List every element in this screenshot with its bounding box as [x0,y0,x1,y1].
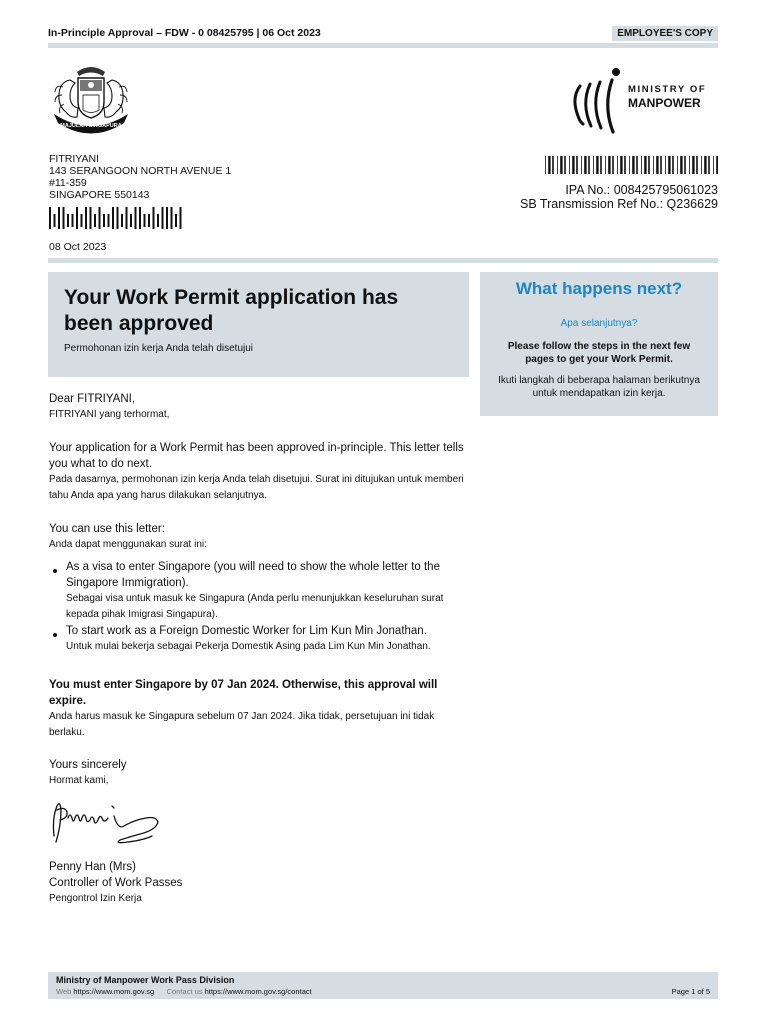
recipient-city: SINGAPORE 550143 [49,189,150,201]
signatory-block [49,859,469,907]
barcode-icon [545,156,718,174]
letter-date: 08 Oct 2023 [49,241,107,253]
intro-ms: Pada dasarnya, permohonan izin kerja Anda telah disetujui. Surat ini ditujukan untuk memberi tahu Anda apa yang harus dilakukan selanjutnya. [49,474,464,501]
singapore-crest-icon [48,64,134,136]
list-item [53,559,463,623]
footer-links [56,987,312,996]
signatory-title-ms: Pengontrol Izin Kerja [49,893,142,904]
signatory-name: Penny Han (Mrs) [49,861,136,873]
intro-en: Your application for a Work Permit has been approved in-principle. This letter tells you what to do next. [49,442,464,470]
closing-en: Yours sincerely [49,759,127,771]
next-steps-title: What happens next? [515,279,683,298]
recipient-address [49,153,231,201]
greeting-en: Dear FITRIYANI, [49,393,136,405]
page-footer [48,972,718,999]
use-heading [49,521,469,553]
signature [48,796,166,848]
sb-transmission-ref: SB Transmission Ref No.: Q236629 [519,197,718,211]
use-heading-en: You can use this letter: [49,523,165,535]
mom-logo-line1: MINISTRY OF [628,84,707,95]
crest-motto: MAJULAH SINGAPURA [60,123,122,129]
recipient-street: 143 SERANGOON NORTH AVENUE 1 [49,165,232,177]
next-steps-instruction: Please follow the steps in the next few pages to get your Work Permit. [507,341,691,365]
deadline-paragraph [49,677,469,741]
next-steps-box [480,272,718,416]
bullet-en: To start work as a Foreign Domestic Worker for Lim Kun Min Jonathan. [66,625,427,637]
deadline-ms: Anda harus masuk ke Singapura sebelum 07 Jan 2024. Jika tidak, persetujuan ini tidak berlaku. [49,711,435,738]
closing [49,757,469,789]
mom-logo-icon [570,64,718,136]
intro-paragraph [49,440,469,504]
postal-barcode-icon [49,207,183,229]
bullet-icon [53,569,57,573]
closing-ms: Hormat kami, [49,775,109,786]
bullet-icon [53,633,57,637]
bullet-ms: Untuk mulai bekerja sebagai Pekerja Domestik Asing pada Lim Kun Min Jonathan. [66,641,431,652]
contact-label: Contact us [166,987,203,996]
greeting-ms: FITRIYANI yang terhormat, [49,409,170,420]
signatory-title: Controller of Work Passes [49,877,183,889]
copy-badge: EMPLOYEE'S COPY [612,26,718,41]
approval-title-box [48,272,469,377]
mom-logo-line2: MANPOWER [628,96,701,110]
recipient-name: FITRIYANI [49,153,99,165]
bullet-ms: Sebagai visa untuk masuk ke Singapura (Anda perlu menunjukkan keseluruhan surat kepada pihak Imigrasi Singapura). [66,593,444,620]
contact-link[interactable]: https://www.mom.gov.sg/contact [204,987,312,996]
list-item [53,623,463,655]
reference-numbers [480,183,718,211]
header-divider [48,43,718,48]
document-header [48,26,718,42]
next-steps-subtitle: Apa selanjutnya? [560,318,638,329]
web-link[interactable]: https://www.mom.gov.sg [73,987,155,996]
ipa-number: IPA No.: 008425795061023 [565,183,718,197]
use-heading-ms: Anda dapat menggunakan surat ini: [49,539,207,550]
page-number: Page 1 of 5 [671,987,710,996]
bullet-en: As a visa to enter Singapore (you will need to show the whole letter to the Singapore Immigration). [66,561,440,589]
page-title: Your Work Permit application has been approved [64,286,399,335]
document-title: In-Principle Approval – FDW - 0 08425795 | 06 Oct 2023 [48,27,321,39]
web-label: Web [56,987,72,996]
date-divider [48,258,718,263]
deadline-en: You must enter Singapore by 07 Jan 2024. Otherwise, this approval will expire. [49,679,438,707]
page-subtitle: Permohonan izin kerja Anda telah disetujui [64,343,254,354]
next-steps-instruction-ms: Ikuti langkah di beberapa halaman berikutnya untuk mendapatkan izin kerja. [498,375,700,399]
footer-division: Ministry of Manpower Work Pass Division [56,975,235,985]
recipient-unit: #11-359 [49,177,87,189]
greeting [49,391,469,423]
